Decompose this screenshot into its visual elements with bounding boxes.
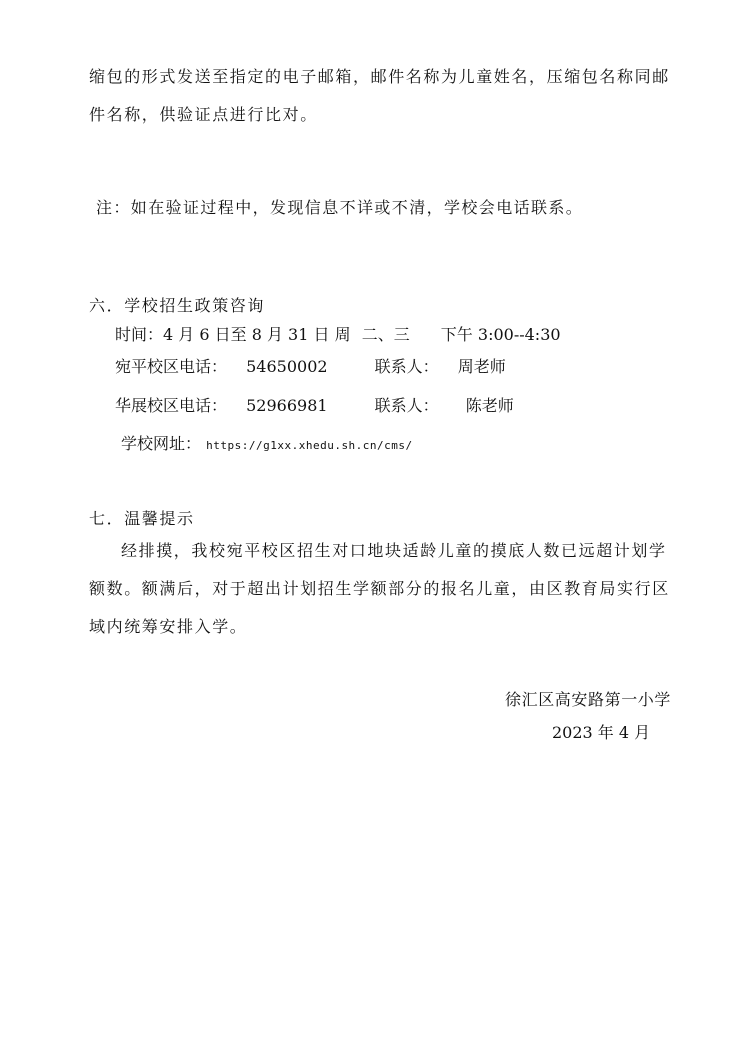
section-heading: 七．温馨提示: [89, 509, 195, 528]
paragraph-line: 额数。额满后，对于超出计划招生学额部分的报名儿童，由区教育局实行区: [89, 579, 670, 598]
campus-phone-row: [115, 357, 506, 377]
contact-label: 联系人：: [374, 396, 439, 415]
paragraph-line: 经排摸，我校宛平校区招生对口地块适龄儿童的摸底人数已远超计划学: [121, 541, 667, 560]
section-heading: 六．学校招生政策咨询: [89, 296, 266, 315]
paragraph-line: 域内统筹安排入学。: [89, 617, 248, 636]
note-text: 注：如在验证过程中，发现信息不详或不清，学校会电话联系。: [96, 198, 584, 217]
campus-label: 宛平校区电话：: [115, 357, 228, 376]
website-label: 学校网址：: [121, 434, 202, 453]
campus-phone: 52966981: [246, 396, 328, 415]
time-hours: 下午 3:00--4:30: [440, 325, 561, 344]
website-link[interactable]: https://g1xx.xhedu.sh.cn/cms/: [206, 439, 413, 452]
campus-phone-row: [115, 396, 514, 416]
time-days: 二、三: [361, 325, 410, 344]
paragraph-line: 缩包的形式发送至指定的电子邮箱，邮件名称为儿童姓名，压缩包名称同邮: [89, 67, 670, 86]
contact-name: 周老师: [457, 357, 506, 376]
contact-label: 联系人：: [374, 357, 439, 376]
paragraph-line: 件名称，供验证点进行比对。: [89, 105, 318, 124]
campus-label: 华展校区电话：: [115, 396, 228, 415]
signature-school: 徐汇区高安路第一小学: [505, 690, 672, 709]
website-row: [121, 434, 413, 456]
signature-date: 2023 年 4 月: [552, 723, 651, 742]
time-label: 时间：4 月 6 日至 8 月 31 日 周: [115, 325, 351, 344]
contact-name: 陈老师: [465, 396, 514, 415]
campus-phone: 54650002: [246, 357, 328, 376]
consult-time: [115, 325, 561, 345]
